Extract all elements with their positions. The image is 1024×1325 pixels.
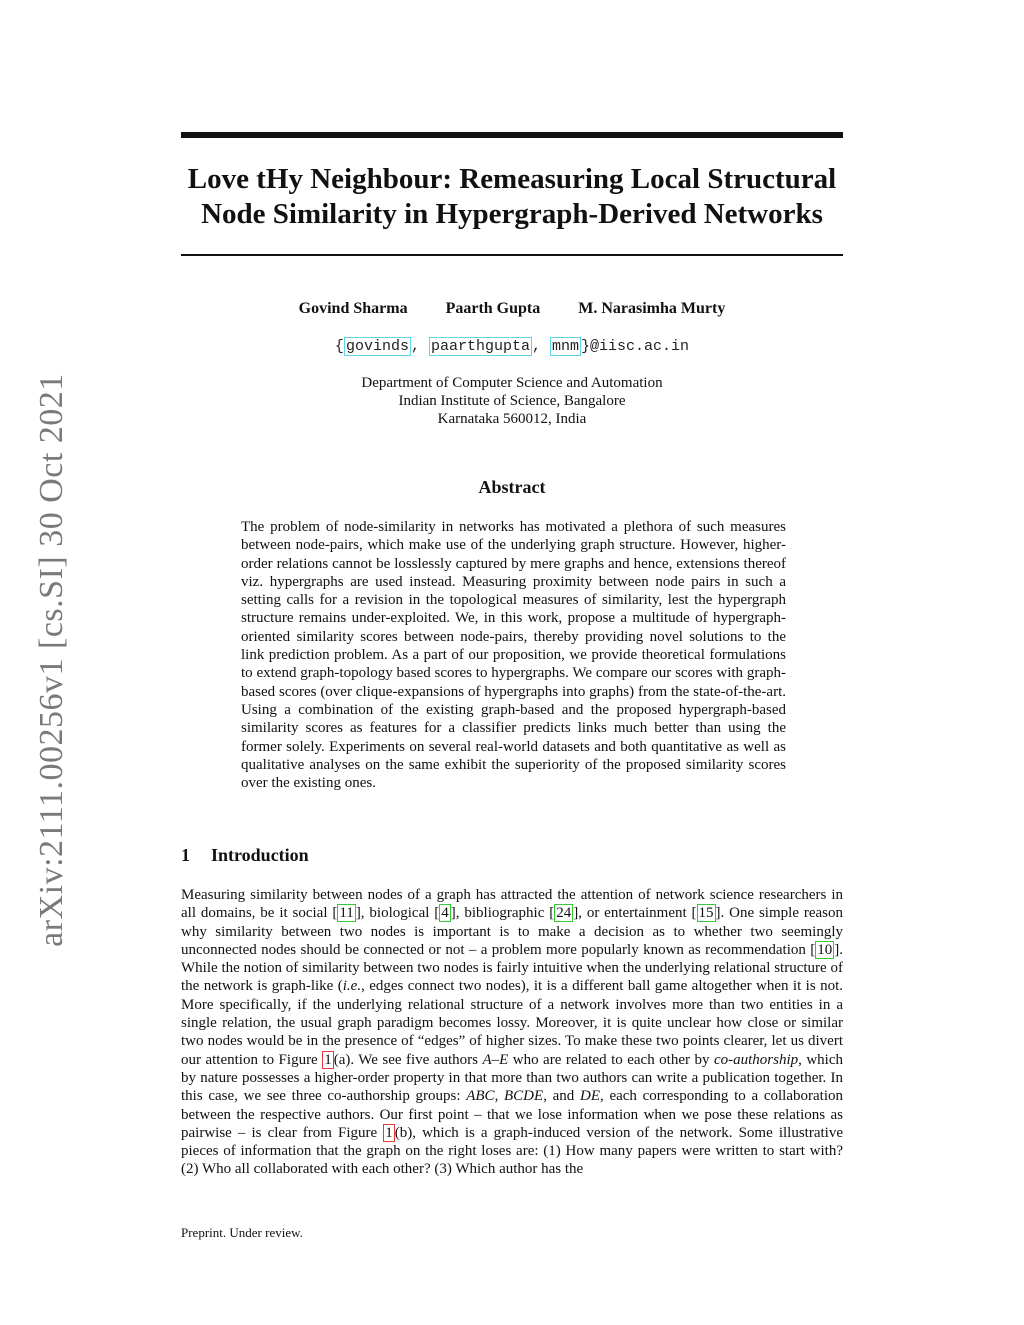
section-number: 1 <box>181 845 190 865</box>
citation-link[interactable]: 10 <box>817 941 833 958</box>
section-heading <box>181 845 843 866</box>
author-name: Govind Sharma <box>298 300 408 317</box>
introduction-paragraph: Measuring similarity between nodes of a graph has attracted the attention of network science researchers in all domains, be it social [ 11 ], biological [ 4 ], bibliographic [ 24 ], or entertainment [ 15 ]. One simple reason why similarity between two nodes is important is to make a decision as to whether two seemingly unconnected nodes should be connected or not – a problem more popularly known as recommendation [ 10 ]. While the notion of similarity between two nodes is fairly intuitive when the underlying relational structure of the network is graph-like (i.e., edges connect two nodes), it is a different ball game altogether when it is not. More specifically, if the underlying relational structure of a network involves more than two entities in a single relation, the usual graph paradigm becomes lossy. Moreover, it is quite unclear how close or similar two nodes would be in the presence of “edges” of higher sizes. To make these two points clearer, let us divert our attention to Figure 1 (a). We see five authors A–E who are related to each other by co-authorship, which by nature possesses a higher-order property in that more than two authors can write a publication together. In this case, we see three co-authorship groups: ABC, BCDE, and DE, each corresponding to a collaboration between the respective authors. Our first point – that we lose information when we pose these relations as pairwise – is clear from Figure 1 (b), which is a graph-induced version of the network. Some illustrative pieces of information that the graph on the right loses are: (1) How many papers were written to start with? (2) Who all collaborated with each other? (3) Which author has the <box>181 887 844 1178</box>
title-top-rule <box>181 132 843 138</box>
title-line-2: Node Similarity in Hypergraph-Derived Networks <box>201 198 823 230</box>
citation-link[interactable]: 24 <box>556 905 572 922</box>
author-name: M. Narasimha Murty <box>578 300 726 317</box>
email-link-paarthgupta[interactable]: paarthgupta <box>430 338 530 355</box>
section-title: Introduction <box>211 845 309 865</box>
title-line-1: Love tHy Neighbour: Remeasuring Local Structural <box>187 163 837 195</box>
email-link-mnm[interactable]: mnm <box>552 338 580 355</box>
citation-link[interactable]: 15 <box>698 905 714 922</box>
affiliation-line: Department of Computer Science and Automation <box>361 375 663 391</box>
abstract-heading: Abstract <box>478 477 546 497</box>
affiliation-line: Karnataka 560012, India <box>437 411 587 427</box>
citation-link[interactable]: 11 <box>339 905 354 922</box>
figure-reference-link[interactable]: 1 <box>385 1124 393 1141</box>
author-name: Paarth Gupta <box>445 300 541 317</box>
affiliation <box>181 374 843 428</box>
author-list <box>181 300 843 318</box>
paper-title <box>181 162 843 232</box>
citation-link[interactable]: 4 <box>441 905 449 922</box>
author-emails: { govinds , paarthgupta , mnm }@iisc.ac.in <box>334 338 690 355</box>
figure-reference-link[interactable]: 1 <box>324 1051 332 1068</box>
arxiv-identifier: arXiv:2111.00256v1 [cs.SI] 30 Oct 2021 <box>33 373 70 947</box>
email-link-govinds[interactable]: govinds <box>345 338 409 355</box>
title-bottom-rule <box>181 254 843 256</box>
affiliation-line: Indian Institute of Science, Bangalore <box>398 393 626 409</box>
abstract-text: The problem of node-similarity in networks has motivated a plethora of such measures between node-pairs, which make use of the underlying graph structure. However, higher-order relations cannot be losslessly captured by mere graphs and hence, extensions thereof viz. hypergraphs are used instead. Measuring proximity between node pairs in such a setting calls for a revision in the topological measures of similarity, lest the hypergraph structure remains under-exploited. We, in this work, propose a multitude of hypergraph-oriented similarity scores between node-pairs, thereby providing novel solutions to the link prediction problem. As a part of our proposition, we provide theoretical formulations to extend graph-topology based scores to hypergraphs. We compare our scores with graph-based scores (over clique-expansions of hypergraphs into graphs) from the state-of-the-art. Using a combination of the existing graph-based and the proposed hypergraph-based similarity scores as features for a classifier predicts links much better than using the former solely. Experiments on several real-world datasets and both quantitative as well as qualitative analyses on the same exhibit the superiority of the proposed similarity scores over the existing ones. <box>241 519 786 792</box>
footer-note: Preprint. Under review. <box>181 1225 303 1240</box>
